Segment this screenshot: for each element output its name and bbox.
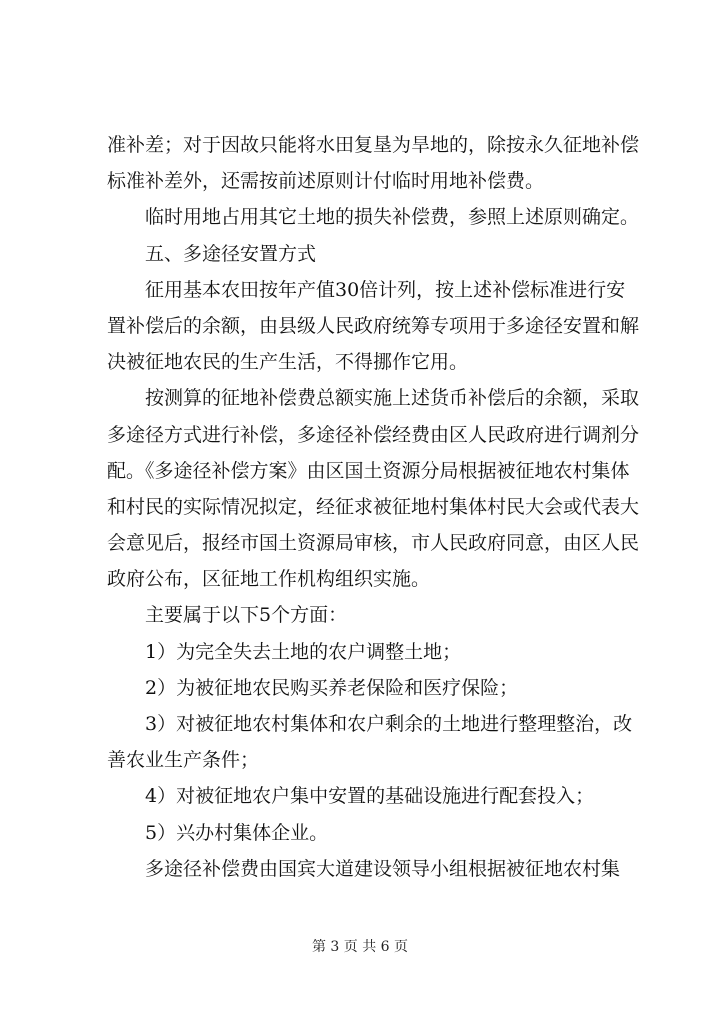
text-line-5: 征用基本农田按年产值30倍计列，按上述补偿标准进行安 — [145, 278, 626, 301]
text-line-6: 置补偿后的余额，由县级人民政府统筹专项用于多途径安置和解 — [107, 314, 640, 337]
document-body — [107, 127, 667, 887]
page-number-footer: 第 3 页 共 6 页 — [311, 939, 409, 955]
text-line-3: 临时用地占用其它土地的损失补偿费，参照上述原则确定。 — [145, 206, 640, 229]
text-line-2: 标准补差外，还需按前述原则计付临时用地补偿费。 — [107, 170, 545, 193]
text-line-12: 会意见后，报经市国土资源局审核，市人民政府同意，由区人民 — [107, 532, 640, 555]
list-item-5: 5）兴办村集体企业。 — [145, 821, 329, 844]
list-item-1: 1）为完全失去土地的农户调整土地； — [145, 640, 462, 663]
text-line-13: 政府公布，区征地工作机构组织实施。 — [107, 568, 431, 591]
list-item-2: 2）为被征地农民购买养老保险和医疗保险； — [145, 676, 519, 699]
list-item-4: 4）对被征地农户集中安置的基础设施进行配套投入； — [145, 785, 595, 808]
section-heading: 五、多途径安置方式 — [145, 242, 317, 265]
text-line-11: 和村民的实际情况拟定，经征求被征地村集体村民大会或代表大 — [107, 495, 640, 518]
list-item-3-continued: 善农业生产条件； — [107, 749, 260, 772]
text-line-7: 决被征地农民的生产生活，不得挪作它用。 — [107, 351, 469, 374]
list-item-3: 3）对被征地农村集体和农户剩余的土地进行整理整治，改 — [145, 713, 633, 735]
text-line-9: 多途径方式进行补偿，多途径补偿经费由区人民政府进行调剂分 — [107, 423, 640, 446]
text-line-10: 配。《多途径补偿方案》由区国土资源分局根据被征地农村集体 — [107, 459, 630, 482]
text-line-1: 准补差；对于因故只能将水田复垦为旱地的，除按永久征地补偿 — [107, 134, 640, 156]
text-line-8: 按测算的征地补偿费总额实施上述货币补偿后的余额，采取 — [145, 387, 640, 410]
text-line-14: 主要属于以下5个方面： — [145, 604, 348, 627]
text-line-21: 多途径补偿费由国宾大道建设领导小组根据被征地农村集 — [145, 857, 621, 880]
